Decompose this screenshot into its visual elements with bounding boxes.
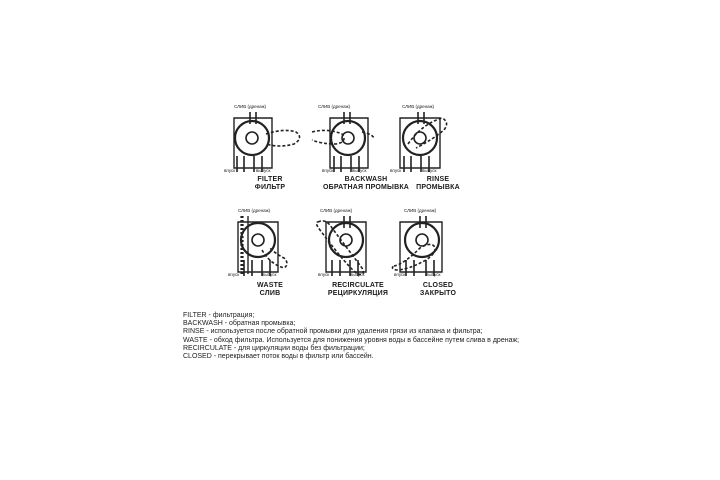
caption-ru: ОБРАТНАЯ ПРОМЫВКА — [322, 184, 410, 191]
caption-en: CLOSED — [422, 282, 454, 289]
legend-line-backwash: BACKWASH - обратная промывка; — [183, 320, 296, 328]
caption-ru: ПРОМЫВКА — [416, 184, 460, 191]
outlet-label: выпуск — [262, 272, 277, 277]
inlet-label: впуск — [318, 272, 330, 277]
outlet-label: выпуск — [256, 168, 271, 173]
caption-en: FILTER — [257, 176, 283, 183]
legend-line-closed: CLOSED - перекрывает поток воды в фильтр или бассейн. — [183, 353, 374, 361]
legend-line-waste: WASTE - обход фильтра. Используется для понижения уровня воды в бассейне путем слива в дренаж; — [183, 336, 520, 344]
drain-label: СЛИВ (дренаж) — [238, 208, 271, 213]
mode-legend — [183, 312, 623, 361]
diagram-caption — [380, 282, 496, 298]
outlet-label: выпуск — [350, 272, 365, 277]
drain-label: СЛИВ (дренаж) — [320, 208, 353, 213]
caption-ru: ФИЛЬТР — [254, 184, 286, 191]
drain-label: СЛИВ (дренаж) — [404, 208, 437, 213]
legend-line-filter: FILTER - фильтрация; — [183, 312, 255, 319]
inlet-label: впуск — [390, 168, 402, 173]
caption-ru: СЛИВ — [259, 290, 281, 297]
drain-label: СЛИВ (дренаж) — [234, 104, 267, 109]
diagram-caption — [380, 176, 496, 192]
caption-en: RECIRCULATE — [332, 282, 384, 289]
inlet-label: впуск — [394, 272, 406, 277]
outlet-label: выпуск — [352, 168, 367, 173]
diagram-closed — [388, 208, 484, 304]
inlet-label: впуск — [322, 168, 334, 173]
legend-line-recirculate: RECIRCULATE - для циркуляции воды без фильтрации; — [183, 344, 365, 352]
caption-en: BACKWASH — [344, 176, 388, 183]
outlet-label: выпуск — [422, 168, 437, 173]
legend-line-rinse: RINSE - используется после обратной промывки для удаления грязи из клапана и фильтра; — [183, 328, 483, 336]
drain-label: СЛИВ (дренаж) — [402, 104, 435, 109]
caption-en: RINSE — [426, 176, 450, 183]
caption-ru: ЗАКРЫТО — [419, 290, 457, 297]
caption-ru: РЕЦИРКУЛЯЦИЯ — [327, 290, 389, 297]
caption-en: WASTE — [257, 282, 283, 289]
inlet-label: впуск — [224, 168, 236, 173]
outlet-label: выпуск — [426, 272, 441, 277]
inlet-label: впуск — [228, 272, 240, 277]
drain-label: СЛИВ (дренаж) — [318, 104, 351, 109]
diagram-rinse — [388, 104, 484, 200]
